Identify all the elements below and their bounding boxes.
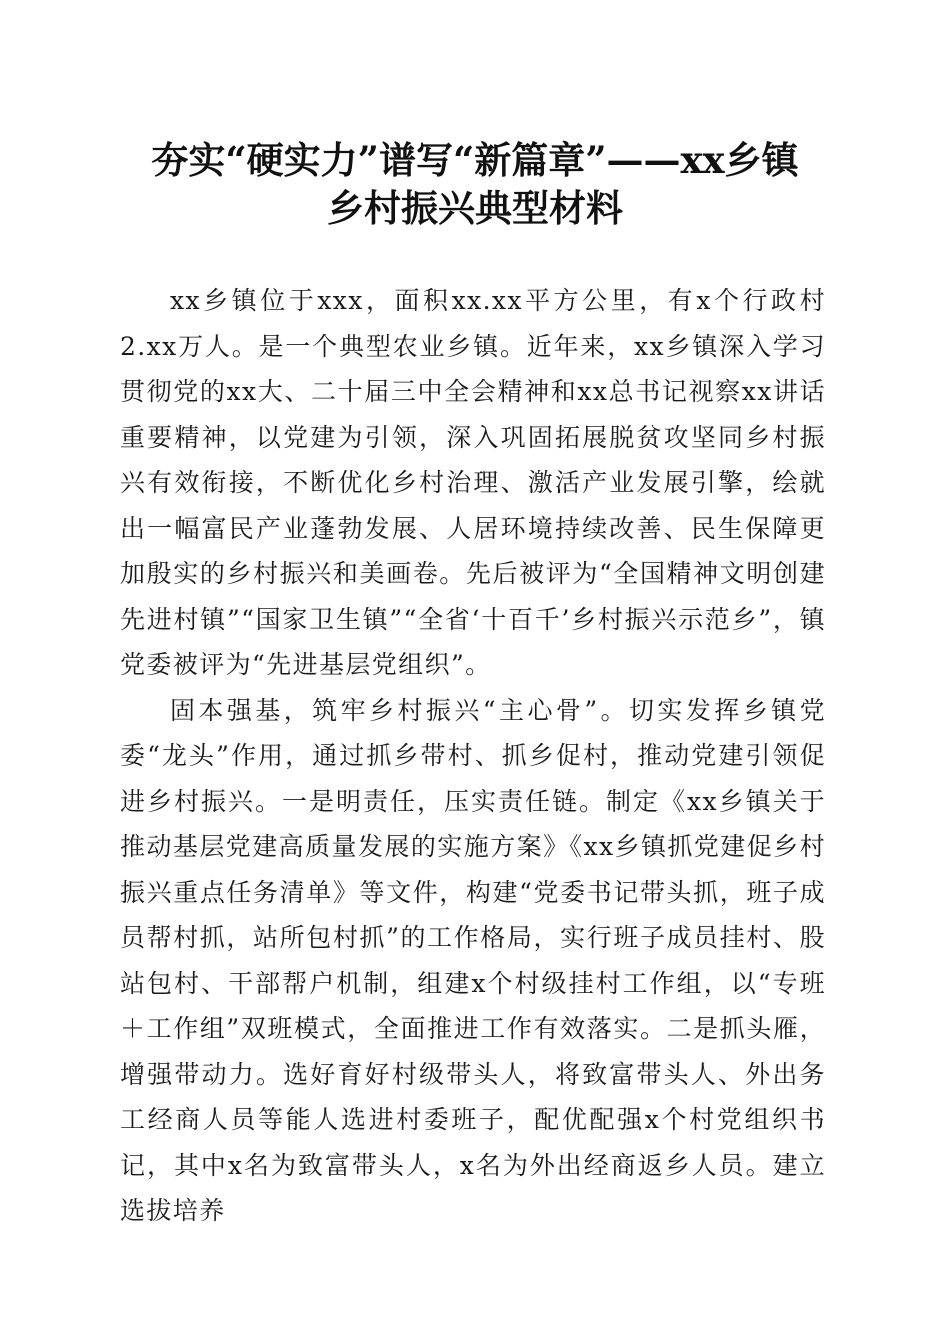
title-line-1: 夯实“硬实力”谱写“新篇章”——xx乡镇 bbox=[151, 138, 799, 182]
document-title bbox=[100, 136, 850, 232]
paragraph-party-building: 固本强基，筑牢乡村振兴“主心骨”。切实发挥乡镇党委“龙头”作用，通过抓乡带村、抓乡促村，推动党建引领促进乡村振兴。一是明责任，压实责任链。制定《xx乡镇关于推动基层党建高质量发展的实施方案》《xx乡镇抓党建促乡村振兴重点任务清单》等文件，构建“党委书记带头抓，班子成员帮村抓，站所包村抓”的工作格局，实行班子成员挂村、股站包村、干部帮户机制，组建x个村级挂村工作组，以“专班＋工作组”双班模式，全面推进工作有效落实。二是抓头雁，增强带动力。选好育好村级带头人，将致富带头人、外出务工经商人员等能人选进村委班子，配优配强x个村党组织书记，其中x名为致富带头人，x名为外出经商返乡人员。建立选拔培养 bbox=[120, 695, 826, 1225]
paragraph-intro: xx乡镇位于xxx，面积xx.xx平方公里，有x个行政村2.xx万人。是一个典型农业乡镇。近年来，xx乡镇深入学习贯彻党的xx大、二十届三中全会精神和xx总书记视察xx讲话重要精神，以党建为引领，深入巩固拓展脱贫攻坚同乡村振兴有效衔接，不断优化乡村治理、激活产业发展引擎，绘就出一幅富民产业蓬勃发展、人居环境持续改善、民生保障更加殷实的乡村振兴和美画卷。先后被评为“全国精神文明创建先进村镇”“国家卫生镇”“全省‘十百千’乡村振兴示范乡”，镇党委被评为“先进基层党组织”。 bbox=[120, 286, 826, 679]
document-body bbox=[120, 278, 826, 1234]
title-line-2: 乡村振兴典型材料 bbox=[327, 186, 623, 230]
